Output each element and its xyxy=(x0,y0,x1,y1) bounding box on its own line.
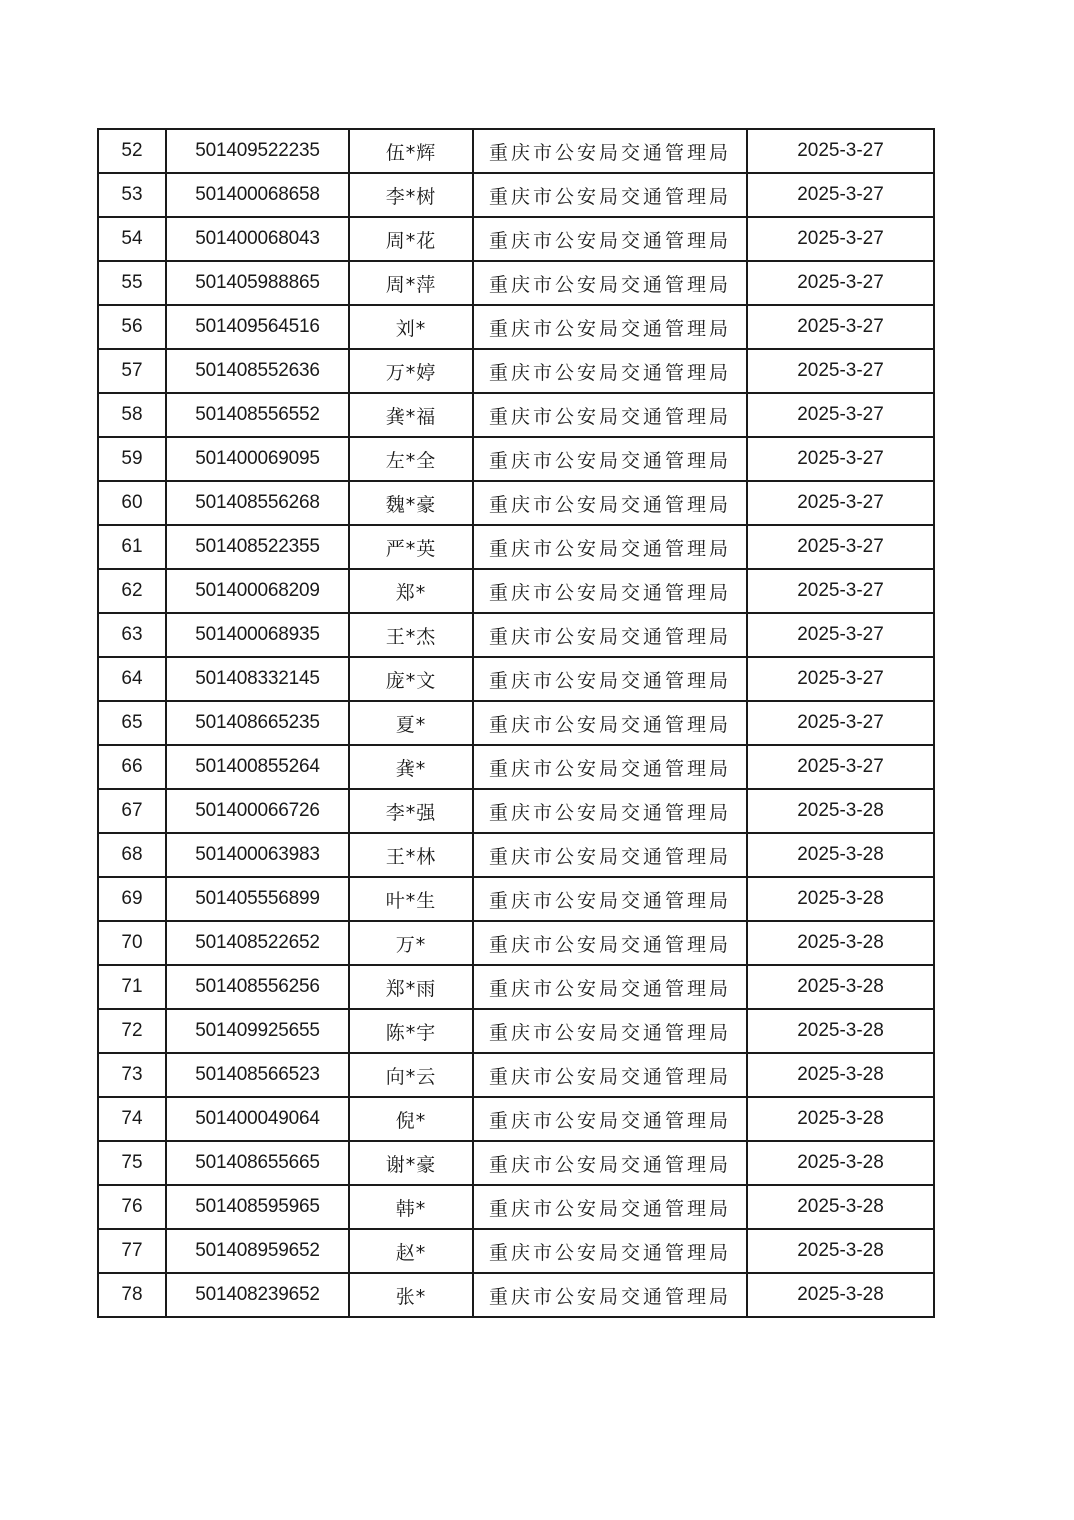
agency-cell: 重庆市公安局交通管理局 xyxy=(473,217,747,261)
table-row xyxy=(98,1273,934,1317)
agency-cell: 重庆市公安局交通管理局 xyxy=(473,349,747,393)
record-id-cell: 501400068658 xyxy=(166,173,349,217)
row-number-cell: 78 xyxy=(98,1273,166,1317)
person-name-cell: 伍*辉 xyxy=(349,129,473,173)
agency-cell: 重庆市公安局交通管理局 xyxy=(473,745,747,789)
table-row xyxy=(98,1185,934,1229)
date-cell: 2025-3-28 xyxy=(747,1053,934,1097)
table-row xyxy=(98,701,934,745)
person-name-cell: 郑* xyxy=(349,569,473,613)
row-number-cell: 66 xyxy=(98,745,166,789)
agency-cell: 重庆市公安局交通管理局 xyxy=(473,921,747,965)
row-number-cell: 63 xyxy=(98,613,166,657)
agency-cell: 重庆市公安局交通管理局 xyxy=(473,613,747,657)
row-number-cell: 77 xyxy=(98,1229,166,1273)
row-number-cell: 65 xyxy=(98,701,166,745)
person-name-cell: 陈*宇 xyxy=(349,1009,473,1053)
person-name-cell: 李*树 xyxy=(349,173,473,217)
records-sheet xyxy=(97,128,933,1318)
agency-cell: 重庆市公安局交通管理局 xyxy=(473,1009,747,1053)
date-cell: 2025-3-28 xyxy=(747,789,934,833)
record-id-cell: 501408595965 xyxy=(166,1185,349,1229)
date-cell: 2025-3-27 xyxy=(747,437,934,481)
person-name-cell: 周*花 xyxy=(349,217,473,261)
agency-cell: 重庆市公安局交通管理局 xyxy=(473,1053,747,1097)
table-row xyxy=(98,1053,934,1097)
date-cell: 2025-3-28 xyxy=(747,921,934,965)
table-row xyxy=(98,1009,934,1053)
person-name-cell: 谢*豪 xyxy=(349,1141,473,1185)
record-id-cell: 501408566523 xyxy=(166,1053,349,1097)
record-id-cell: 501409925655 xyxy=(166,1009,349,1053)
row-number-cell: 64 xyxy=(98,657,166,701)
row-number-cell: 55 xyxy=(98,261,166,305)
table-row xyxy=(98,745,934,789)
agency-cell: 重庆市公安局交通管理局 xyxy=(473,701,747,745)
record-id-cell: 501408239652 xyxy=(166,1273,349,1317)
agency-cell: 重庆市公安局交通管理局 xyxy=(473,1185,747,1229)
row-number-cell: 60 xyxy=(98,481,166,525)
person-name-cell: 向*云 xyxy=(349,1053,473,1097)
record-id-cell: 501405988865 xyxy=(166,261,349,305)
date-cell: 2025-3-27 xyxy=(747,261,934,305)
row-number-cell: 58 xyxy=(98,393,166,437)
date-cell: 2025-3-27 xyxy=(747,481,934,525)
row-number-cell: 68 xyxy=(98,833,166,877)
table-row xyxy=(98,1097,934,1141)
agency-cell: 重庆市公安局交通管理局 xyxy=(473,261,747,305)
date-cell: 2025-3-27 xyxy=(747,393,934,437)
person-name-cell: 叶*生 xyxy=(349,877,473,921)
date-cell: 2025-3-28 xyxy=(747,1141,934,1185)
record-id-cell: 501400068935 xyxy=(166,613,349,657)
date-cell: 2025-3-27 xyxy=(747,701,934,745)
row-number-cell: 62 xyxy=(98,569,166,613)
date-cell: 2025-3-27 xyxy=(747,657,934,701)
row-number-cell: 57 xyxy=(98,349,166,393)
row-number-cell: 52 xyxy=(98,129,166,173)
row-number-cell: 73 xyxy=(98,1053,166,1097)
record-id-cell: 501405556899 xyxy=(166,877,349,921)
person-name-cell: 赵* xyxy=(349,1229,473,1273)
agency-cell: 重庆市公安局交通管理局 xyxy=(473,1229,747,1273)
record-id-cell: 501408556268 xyxy=(166,481,349,525)
row-number-cell: 59 xyxy=(98,437,166,481)
row-number-cell: 54 xyxy=(98,217,166,261)
person-name-cell: 张* xyxy=(349,1273,473,1317)
person-name-cell: 严*英 xyxy=(349,525,473,569)
record-id-cell: 501400063983 xyxy=(166,833,349,877)
row-number-cell: 61 xyxy=(98,525,166,569)
row-number-cell: 72 xyxy=(98,1009,166,1053)
person-name-cell: 魏*豪 xyxy=(349,481,473,525)
date-cell: 2025-3-28 xyxy=(747,833,934,877)
person-name-cell: 李*强 xyxy=(349,789,473,833)
record-id-cell: 501409564516 xyxy=(166,305,349,349)
agency-cell: 重庆市公安局交通管理局 xyxy=(473,965,747,1009)
date-cell: 2025-3-28 xyxy=(747,1273,934,1317)
row-number-cell: 75 xyxy=(98,1141,166,1185)
record-id-cell: 501408556256 xyxy=(166,965,349,1009)
agency-cell: 重庆市公安局交通管理局 xyxy=(473,657,747,701)
person-name-cell: 龚* xyxy=(349,745,473,789)
table-row xyxy=(98,569,934,613)
row-number-cell: 76 xyxy=(98,1185,166,1229)
table-row xyxy=(98,965,934,1009)
date-cell: 2025-3-28 xyxy=(747,965,934,1009)
table-row xyxy=(98,789,934,833)
date-cell: 2025-3-27 xyxy=(747,129,934,173)
table-row xyxy=(98,1141,934,1185)
record-id-cell: 501400855264 xyxy=(166,745,349,789)
agency-cell: 重庆市公安局交通管理局 xyxy=(473,129,747,173)
row-number-cell: 53 xyxy=(98,173,166,217)
table-row xyxy=(98,1229,934,1273)
person-name-cell: 郑*雨 xyxy=(349,965,473,1009)
person-name-cell: 左*全 xyxy=(349,437,473,481)
record-id-cell: 501400068209 xyxy=(166,569,349,613)
records-table-body xyxy=(98,129,934,1317)
table-row xyxy=(98,481,934,525)
agency-cell: 重庆市公安局交通管理局 xyxy=(473,1141,747,1185)
agency-cell: 重庆市公安局交通管理局 xyxy=(473,173,747,217)
record-id-cell: 501408655665 xyxy=(166,1141,349,1185)
agency-cell: 重庆市公安局交通管理局 xyxy=(473,877,747,921)
record-id-cell: 501408552636 xyxy=(166,349,349,393)
table-row xyxy=(98,305,934,349)
person-name-cell: 王*林 xyxy=(349,833,473,877)
record-id-cell: 501408522652 xyxy=(166,921,349,965)
agency-cell: 重庆市公安局交通管理局 xyxy=(473,393,747,437)
date-cell: 2025-3-27 xyxy=(747,217,934,261)
row-number-cell: 70 xyxy=(98,921,166,965)
person-name-cell: 龚*福 xyxy=(349,393,473,437)
record-id-cell: 501408665235 xyxy=(166,701,349,745)
date-cell: 2025-3-27 xyxy=(747,525,934,569)
table-row xyxy=(98,657,934,701)
date-cell: 2025-3-28 xyxy=(747,1009,934,1053)
date-cell: 2025-3-28 xyxy=(747,1185,934,1229)
table-row xyxy=(98,525,934,569)
agency-cell: 重庆市公安局交通管理局 xyxy=(473,833,747,877)
record-id-cell: 501409522235 xyxy=(166,129,349,173)
date-cell: 2025-3-27 xyxy=(747,349,934,393)
table-row xyxy=(98,877,934,921)
records-table xyxy=(97,128,935,1318)
record-id-cell: 501408332145 xyxy=(166,657,349,701)
record-id-cell: 501400066726 xyxy=(166,789,349,833)
date-cell: 2025-3-27 xyxy=(747,173,934,217)
record-id-cell: 501400049064 xyxy=(166,1097,349,1141)
row-number-cell: 74 xyxy=(98,1097,166,1141)
agency-cell: 重庆市公安局交通管理局 xyxy=(473,569,747,613)
record-id-cell: 501400069095 xyxy=(166,437,349,481)
person-name-cell: 夏* xyxy=(349,701,473,745)
table-row xyxy=(98,437,934,481)
table-row xyxy=(98,173,934,217)
date-cell: 2025-3-27 xyxy=(747,745,934,789)
agency-cell: 重庆市公安局交通管理局 xyxy=(473,789,747,833)
person-name-cell: 韩* xyxy=(349,1185,473,1229)
person-name-cell: 刘* xyxy=(349,305,473,349)
row-number-cell: 71 xyxy=(98,965,166,1009)
record-id-cell: 501408522355 xyxy=(166,525,349,569)
person-name-cell: 庞*文 xyxy=(349,657,473,701)
agency-cell: 重庆市公安局交通管理局 xyxy=(473,481,747,525)
person-name-cell: 周*萍 xyxy=(349,261,473,305)
person-name-cell: 万* xyxy=(349,921,473,965)
table-row xyxy=(98,921,934,965)
table-row xyxy=(98,129,934,173)
date-cell: 2025-3-27 xyxy=(747,305,934,349)
table-row xyxy=(98,217,934,261)
person-name-cell: 万*婷 xyxy=(349,349,473,393)
date-cell: 2025-3-28 xyxy=(747,877,934,921)
date-cell: 2025-3-27 xyxy=(747,569,934,613)
row-number-cell: 67 xyxy=(98,789,166,833)
table-row xyxy=(98,393,934,437)
record-id-cell: 501400068043 xyxy=(166,217,349,261)
date-cell: 2025-3-28 xyxy=(747,1097,934,1141)
agency-cell: 重庆市公安局交通管理局 xyxy=(473,525,747,569)
agency-cell: 重庆市公安局交通管理局 xyxy=(473,305,747,349)
date-cell: 2025-3-27 xyxy=(747,613,934,657)
date-cell: 2025-3-28 xyxy=(747,1229,934,1273)
table-row xyxy=(98,349,934,393)
agency-cell: 重庆市公安局交通管理局 xyxy=(473,1273,747,1317)
person-name-cell: 倪* xyxy=(349,1097,473,1141)
agency-cell: 重庆市公安局交通管理局 xyxy=(473,437,747,481)
table-row xyxy=(98,833,934,877)
table-row xyxy=(98,261,934,305)
record-id-cell: 501408959652 xyxy=(166,1229,349,1273)
row-number-cell: 56 xyxy=(98,305,166,349)
agency-cell: 重庆市公安局交通管理局 xyxy=(473,1097,747,1141)
person-name-cell: 王*杰 xyxy=(349,613,473,657)
record-id-cell: 501408556552 xyxy=(166,393,349,437)
table-row xyxy=(98,613,934,657)
row-number-cell: 69 xyxy=(98,877,166,921)
